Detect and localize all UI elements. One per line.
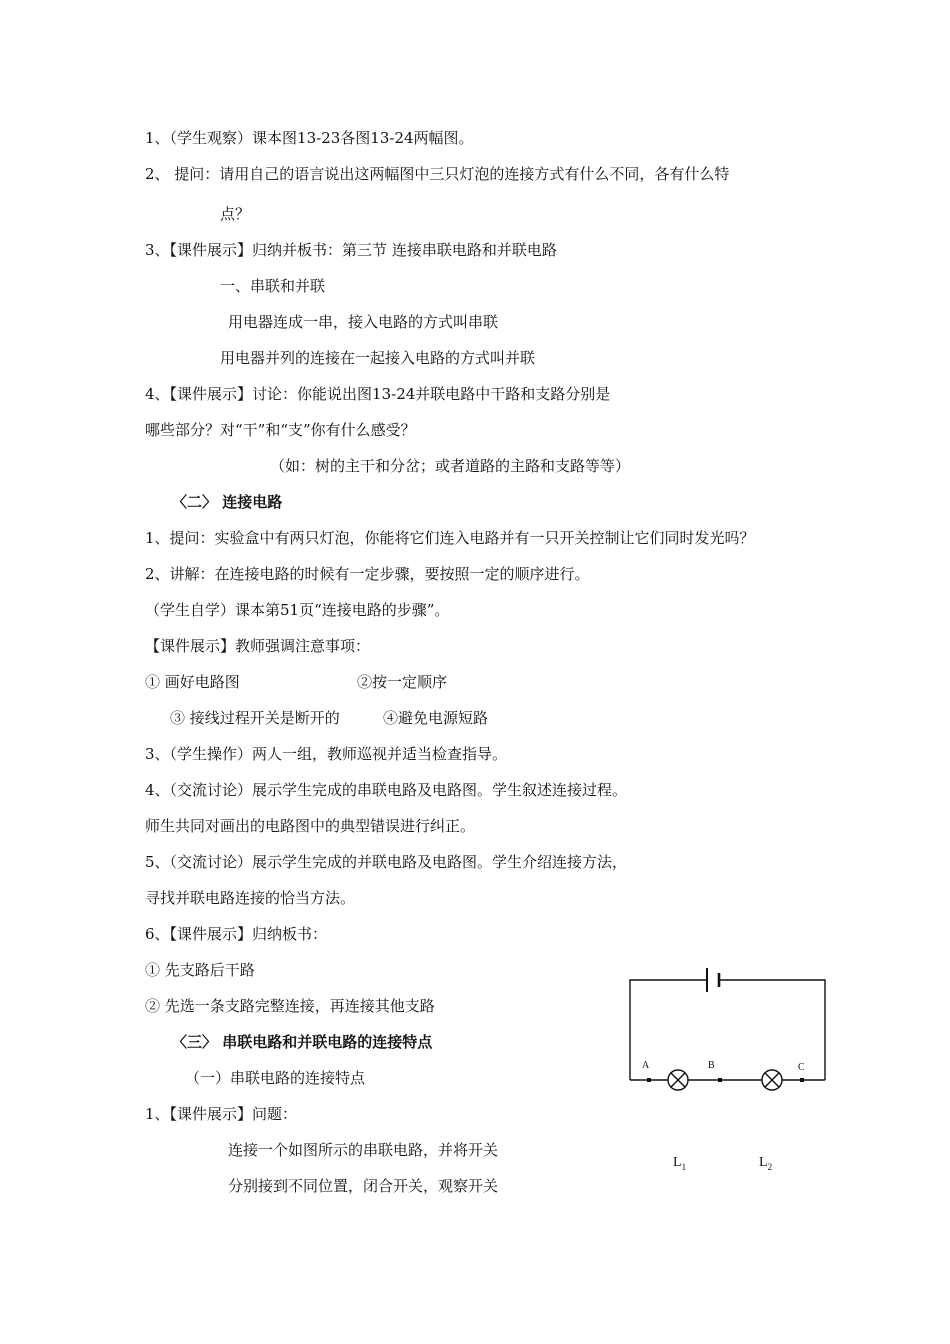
text-line: 【课件展示】教师强调注意事项：: [145, 637, 371, 655]
lamp-l2-label: $L_2$: [759, 1155, 773, 1172]
text-line: 2、讲解：在连接电路的时候有一定步骤，要按照一定的顺序进行。: [145, 565, 590, 583]
text-line: 师生共同对画出的电路图中的典型错误进行纠正。: [145, 817, 476, 835]
list-item: ① 先支路后干路: [145, 961, 255, 979]
text-line: 1、（学生观察）课本图13-23各图13-24两幅图。: [145, 129, 474, 147]
text-line: 3、（学生操作）两人一组，教师巡视并适当检查指导。: [145, 745, 508, 763]
text-line: 5、（交流讨论）展示学生完成的并联电路及电路图。学生介绍连接方法，: [145, 853, 628, 871]
text-line: 6、【课件展示】归纳板书：: [145, 925, 328, 943]
text-line: 用电器连成一串，接入电路的方式叫串联: [228, 313, 499, 331]
text-line: 连接一个如图所示的串联电路，并将开关: [228, 1141, 499, 1159]
text-line: （学生自学）课本第51页“连接电路的步骤”。: [145, 601, 450, 619]
text-line: 点？: [220, 205, 251, 223]
text-line: 用电器并列的连接在一起接入电路的方式叫并联: [220, 349, 536, 367]
text-line: 4、（交流讨论）展示学生完成的串联电路及电路图。学生叙述连接过程。: [145, 781, 628, 799]
text-line: 哪些部分？对“干”和“支”你有什么感受？: [145, 421, 416, 439]
section-heading: 一、串联和并联: [220, 277, 326, 295]
point-a-label: A: [642, 1060, 650, 1071]
point-c-label: C: [798, 1062, 805, 1073]
list-item: ③ 接线过程开关是断开的: [170, 709, 340, 727]
section-heading: 〈二〉 连接电路: [172, 493, 283, 511]
subsection-heading: （一）串联电路的连接特点: [185, 1069, 366, 1087]
text-line: 寻找并联电路连接的恰当方法。: [145, 889, 356, 907]
circuit-drawing: [620, 960, 840, 1190]
text-line: 分别接到不同位置，闭合开关，观察开关: [228, 1177, 499, 1195]
text-line: 2、 提问：请用自己的语言说出这两幅图中三只灯泡的连接方式有什么不同，各有什么特: [145, 165, 730, 183]
circuit-wire: [719, 980, 825, 1080]
section-heading: 〈三〉 串联电路和并联电路的连接特点: [172, 1033, 433, 1051]
text-line: 4、【课件展示】讨论：你能说出图13-24并联电路中干路和支路分别是: [145, 385, 611, 403]
series-circuit-diagram: [620, 960, 840, 1194]
point-b-label: B: [708, 1060, 715, 1071]
list-item: ②按一定顺序: [357, 673, 448, 691]
list-item: ① 画好电路图: [145, 673, 240, 691]
terminal-b: [718, 1078, 722, 1082]
list-item: ② 先选一条支路完整连接，再连接其他支路: [145, 997, 435, 1015]
text-line: （如：树的主干和分岔；或者道路的主路和支路等等）: [270, 457, 631, 475]
text-line: 1、【课件展示】问题：: [145, 1105, 298, 1123]
terminal-c: [800, 1078, 804, 1082]
text-line: 3、【课件展示】归纳并板书：第三节 连接串联电路和并联电路: [145, 241, 557, 259]
list-item: ④避免电源短路: [383, 709, 489, 727]
terminal-a: [647, 1078, 651, 1082]
text-line: 1、提问：实验盒中有两只灯泡，你能将它们连入电路并有一只开关控制让它们同时发光吗？: [145, 529, 755, 547]
lamp-l1-label: $L_1$: [673, 1155, 687, 1172]
